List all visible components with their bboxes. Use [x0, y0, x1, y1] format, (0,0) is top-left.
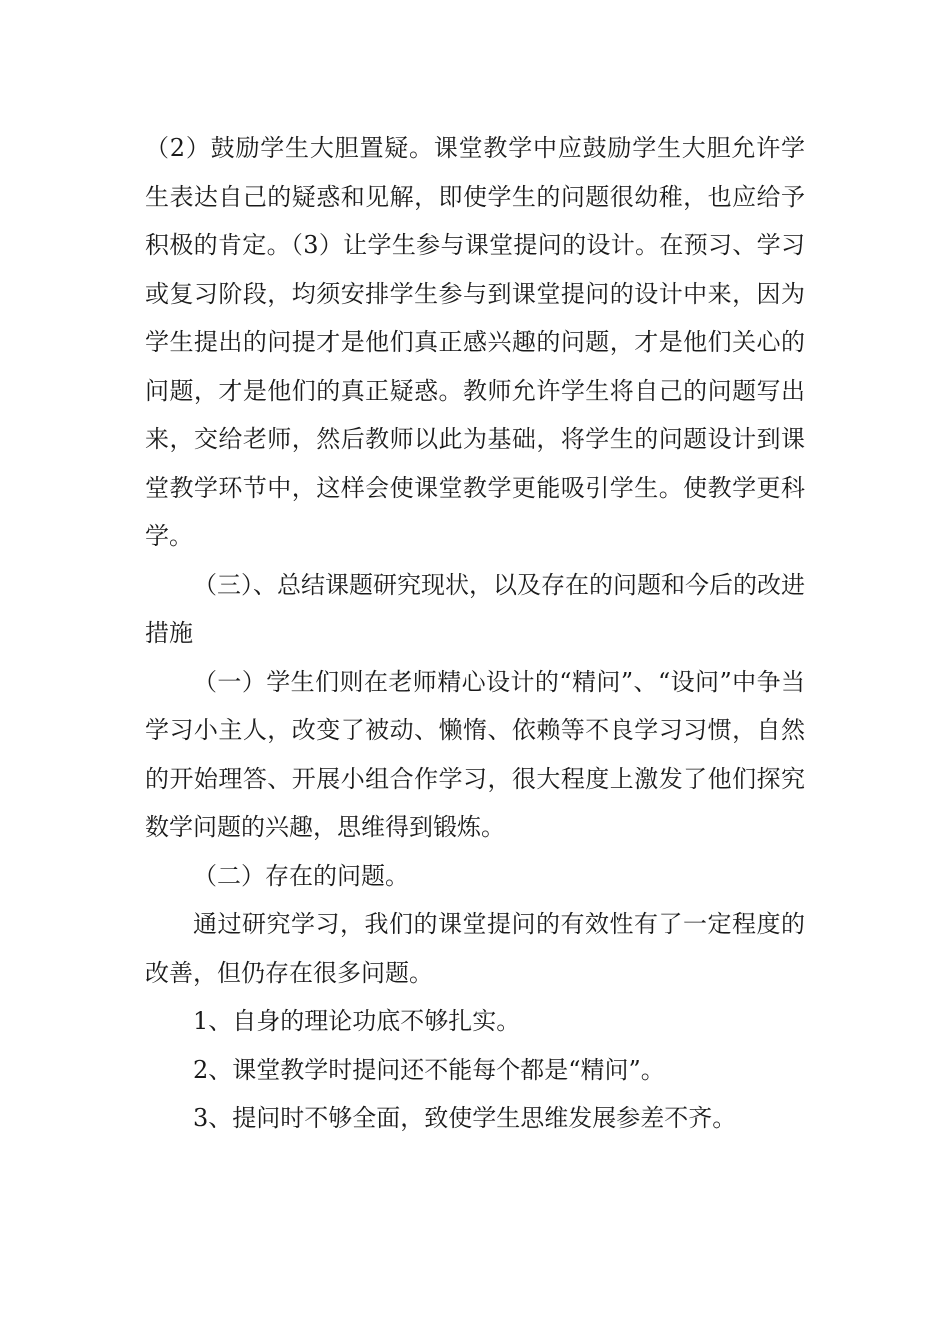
subheading-existing-problems: （二）存在的问题。 — [193, 861, 409, 890]
list-item-problem-2: 2、课堂教学时提问还不能每个都是“精问”。 — [193, 1055, 665, 1084]
list-item-problem-3: 3、提问时不够全面，致使学生思维发展参差不齐。 — [193, 1104, 737, 1132]
section-heading-summary: （三）、总结课题研究现状，以及存在的问题和今后的改进措施 — [145, 570, 805, 647]
paragraph-research-summary: 通过研究学习，我们的课堂提问的有效性有了一定程度的改善，但仍存在很多问题。 — [145, 910, 805, 987]
paragraph-encourage-questioning: （2）鼓励学生大胆置疑。课堂教学中应鼓励学生大胆允许学生表达自己的疑惑和见解，即使学生的问题很幼稚，也应给予积极的肯定。（3）让学生参与课堂提问的设计。在预习、学习或复习阶段，均须安排学生参与到课堂提问的设计中来，因为学生提出的问提才是他们真正感兴趣的问题，才是他们关心的问题，才是他们的真正疑惑。教师允许学生将自己的问题写出来，交给老师，然后教师以此为基础，将学生的问题设计到课堂教学环节中，这样会使课堂教学更能吸引学生。使教学更科学。 — [145, 134, 805, 550]
paragraph-students-progress: （一）学生们则在老师精心设计的“精问”、“设问”中争当学习小主人，改变了被动、懒惰、依赖等不良学习习惯，自然的开始理答、开展小组合作学习，很大程度上激发了他们探究数学问题的兴趣，思维得到锻炼。 — [145, 667, 805, 841]
list-item-problem-1: 1、自身的理论功底不够扎实。 — [193, 1007, 521, 1035]
document-page — [145, 124, 805, 1143]
